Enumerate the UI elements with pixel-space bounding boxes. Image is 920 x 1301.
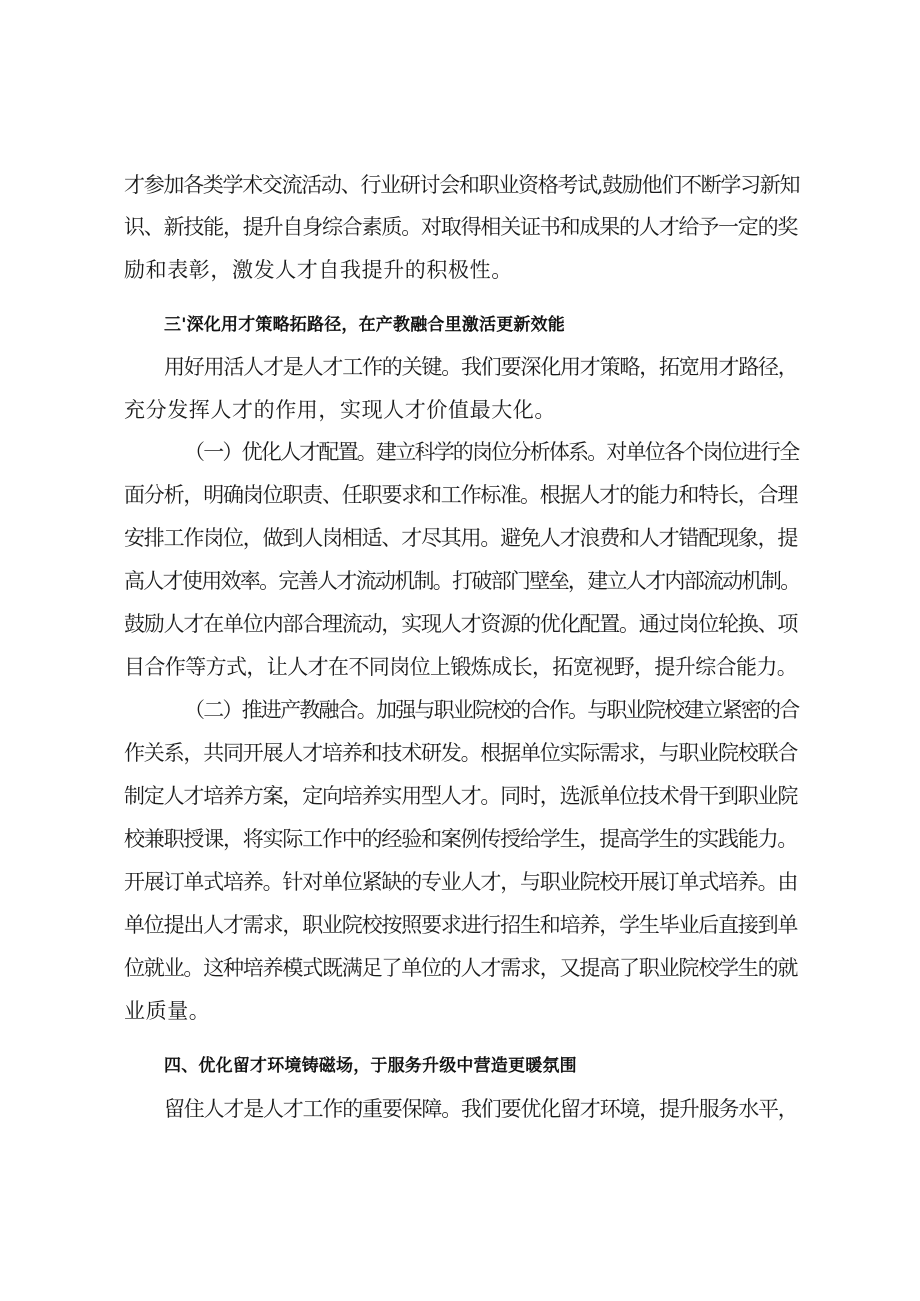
body-text-line: 才参加各类学术交流活动、行业研讨会和职业资格考试,鼓励他们不断学习新知	[124, 173, 800, 197]
body-text-line: 制定人才培养方案，定向培养实用型人才。同时，选派单位技术骨干到职业院	[124, 784, 798, 808]
body-text-line: 安排工作岗位，做到人岗相适、才尽其用。避免人才浪费和人才错配现象，提	[124, 526, 798, 550]
body-text-line: 充分发挥人才的作用，实现人才价值最大化。	[124, 398, 556, 422]
body-text-line: 面分析，明确岗位职责、任职要求和工作标准。根据人才的能力和特长，合理	[124, 483, 798, 507]
body-text-line: 单位提出人才需求，职业院校按照要求进行招生和培养，学生毕业后直接到单	[124, 913, 798, 937]
body-text-line: 业质量。	[124, 999, 211, 1023]
body-text-line: 励和表彰，激发人才自我提升的积极性。	[124, 258, 513, 282]
section-heading-4: 四、优化留才环境铸磁场，于服务升级中营造更暖氛围	[164, 1056, 577, 1076]
body-text-line: 目合作等方式，让人才在不同岗位上锻炼成长，拓宽视野，提升综合能力。	[124, 655, 798, 679]
body-text-line: 识、新技能，提升自身综合素质。对取得相关证书和成果的人才给予一定的奖	[124, 215, 798, 239]
body-text-line: 留住人才是人才工作的重要保障。我们要优化留才环境，提升服务水平，	[164, 1097, 798, 1121]
subsection-2-line: （二）推进产教融合。加强与职业院校的合作。与职业院校建立紧密的合	[184, 698, 799, 722]
body-text-line: 校兼职授课，将实际工作中的经验和案例传授给学生，提高学生的实践能力。	[124, 827, 798, 851]
body-text-line: 位就业。这种培养模式既满足了单位的人才需求，又提高了职业院校学生的就	[124, 956, 798, 980]
body-text-line: 鼓励人才在单位内部合理流动，实现人才资源的优化配置。通过岗位轮换、项	[124, 612, 798, 636]
body-text-line: 开展订单式培养。针对单位紧缺的专业人才，与职业院校开展订单式培养。由	[124, 870, 798, 894]
body-text-line: 高人才使用效率。完善人才流动机制。打破部门壁垒，建立人才内部流动机制。	[124, 569, 800, 593]
body-text-line: 用好用活人才是人才工作的关键。我们要深化用才策略，拓宽用才路径，	[164, 355, 798, 379]
subsection-1-line: （一）优化人才配置。建立科学的岗位分析体系。对单位各个岗位进行全	[184, 440, 799, 464]
section-heading-3: 三'深化用才策略拓路径，在产教融合里激活更新效能	[164, 315, 566, 335]
body-text-line: 作关系，共同开展人才培养和技术研发。根据单位实际需求，与职业院校联合	[124, 741, 798, 765]
